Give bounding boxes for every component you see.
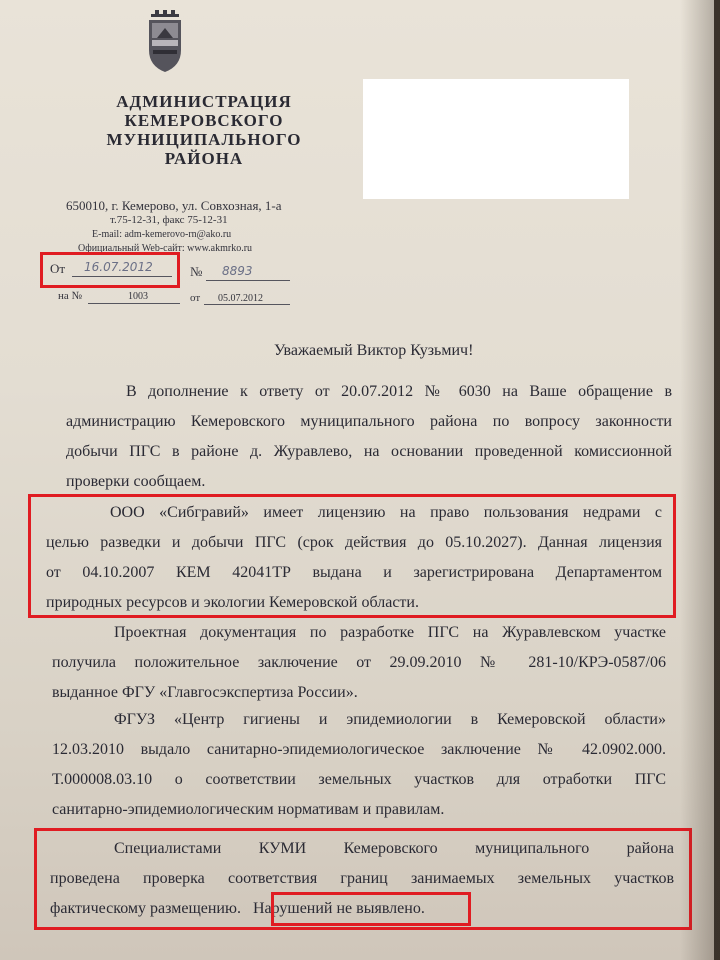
redacted-addressee bbox=[363, 79, 629, 199]
page-edge bbox=[714, 0, 720, 960]
text-line: санитарно-эпидемиологическим нормативам и правилам. bbox=[52, 801, 445, 818]
paragraph-1 bbox=[66, 377, 672, 497]
text-line: природных ресурсов и экологии Кемеровской области. bbox=[46, 594, 419, 611]
to-underline bbox=[88, 303, 180, 304]
to-number: 1003 bbox=[128, 291, 148, 302]
coat-of-arms-icon bbox=[143, 10, 187, 74]
address: 650010, г. Кемерово, ул. Совхозная, 1-а bbox=[66, 198, 282, 213]
org-line: РАЙОНА bbox=[164, 149, 244, 168]
org-line: МУНИЦИПАЛЬНОГО bbox=[106, 130, 302, 149]
to-date: 05.07.2012 bbox=[218, 293, 263, 304]
text-line: выданное ФГУ «Главгосэкспертиза России». bbox=[52, 684, 358, 701]
text-line: ООО «Сибгравий» имеет лицензию на право пользования недрами с bbox=[110, 504, 662, 521]
paragraph-3 bbox=[52, 618, 666, 708]
text-line: добычи ПГС в районе д. Журавлево, на основании проведенной комиссионной bbox=[66, 443, 672, 460]
organization-name bbox=[74, 92, 334, 168]
number-underline bbox=[206, 280, 290, 281]
text-line: 12.03.2010 выдало санитарно-эпидемиологическое заключение № 42.0902.000. bbox=[52, 741, 666, 758]
highlight-box-conclusion bbox=[271, 892, 471, 926]
text-line: проверки сообщаем. bbox=[66, 473, 206, 490]
text-line: ФГУЗ «Центр гигиены и эпидемиологии в Кемеровской области» bbox=[114, 711, 666, 728]
highlight-box-license bbox=[28, 494, 676, 618]
phone: т.75-12-31, факс 75-12-31 bbox=[110, 214, 228, 226]
text-line: администрацию Кемеровского муниципального района по вопросу законности bbox=[66, 413, 672, 430]
from-label: От bbox=[50, 261, 66, 276]
text-fragment: фактическому размещению. bbox=[50, 900, 241, 917]
to-date-underline bbox=[204, 304, 290, 305]
text-line: В дополнение к ответу от 20.07.2012 № 6030 на Ваше обращение в bbox=[126, 383, 672, 400]
to-date-label: от bbox=[190, 292, 201, 304]
text-line: Т.000008.03.10 о соответствии земельных участков для отработки ПГС bbox=[52, 771, 666, 788]
conclusion-text: Нарушений не выявлено. bbox=[252, 900, 425, 917]
text-line: целью разведки и добычи ПГС (срок действия до 05.10.2027). Данная лицензия bbox=[46, 534, 662, 551]
email: E-mail: adm-kemerovo-rn@ako.ru bbox=[92, 229, 232, 240]
text-line: получила положительное заключение от 29.09.2010 № 281-10/КРЭ-0587/06 bbox=[52, 654, 666, 671]
paragraph-4 bbox=[52, 705, 666, 825]
number-label: № bbox=[190, 264, 203, 279]
text-line: проведена проверка соответствия границ занимаемых земельных участков bbox=[50, 870, 674, 887]
text-line: от 04.10.2007 КЕМ 42041ТР выдана и зарегистрирована Департаментом bbox=[46, 564, 662, 581]
highlight-box-date bbox=[40, 252, 180, 288]
website: Официальный Web-сайт: www.akmrko.ru bbox=[78, 243, 253, 254]
org-line: АДМИНИСТРАЦИЯ bbox=[116, 92, 292, 111]
text-line: Проектная документация по разработке ПГС на Журавлевском участке bbox=[114, 624, 666, 641]
from-date: 16.07.2012 bbox=[84, 260, 153, 274]
to-label: на № bbox=[58, 290, 83, 302]
org-line: КЕМЕРОВСКОГО bbox=[124, 111, 284, 130]
greeting: Уважаемый Виктор Кузьмич! bbox=[274, 342, 474, 359]
number-value: 8893 bbox=[222, 264, 253, 278]
text-line: Специалистами КУМИ Кемеровского муниципального района bbox=[114, 840, 674, 857]
